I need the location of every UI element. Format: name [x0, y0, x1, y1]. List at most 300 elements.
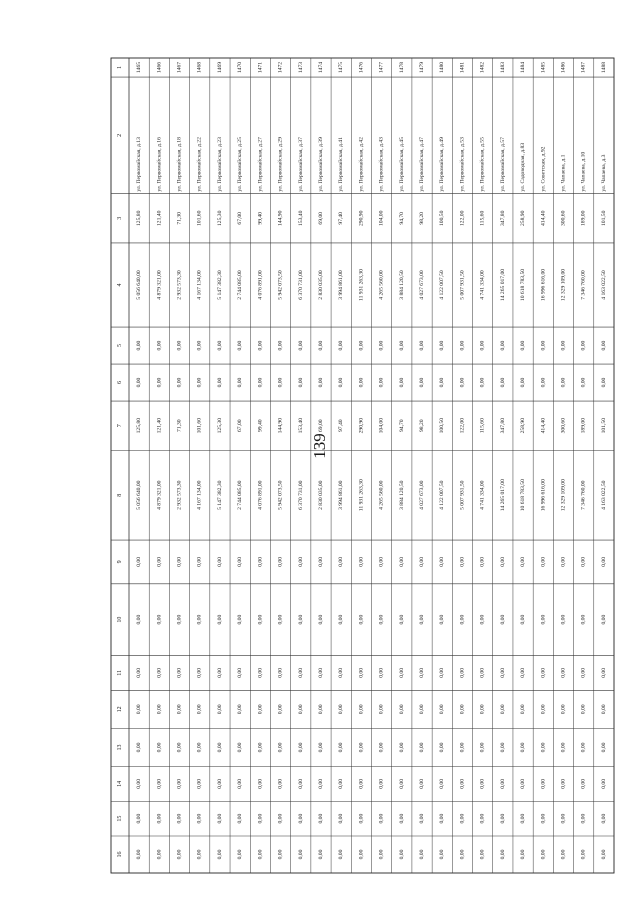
table-cell-index: 1476 [358, 61, 365, 74]
table-cell-address: ул. Советская, д.92 [540, 146, 547, 192]
table-cell: 0,00 [338, 614, 345, 625]
table-cell: 0,00 [196, 377, 203, 388]
table-cell-index: 1483 [499, 61, 506, 74]
table-cell: 0,00 [297, 778, 304, 789]
table-cell: 0,00 [358, 704, 365, 715]
table-cell-address: ул. Первомайская, д.16 [156, 137, 163, 192]
table-cell: 0,00 [459, 849, 466, 860]
column-header: 13 [117, 744, 123, 751]
table-cell: 0,00 [540, 340, 547, 351]
table-cell: 4 265 560,00 [378, 480, 385, 510]
table-cell: 0,00 [317, 813, 324, 824]
table-cell-index: 1469 [216, 61, 223, 74]
table-cell: 0,00 [277, 614, 284, 625]
table-cell: 0,00 [600, 340, 607, 351]
table-cell: 0,00 [338, 667, 345, 678]
table-cell: 94,70 [398, 212, 405, 225]
table-cell: 5 942 073,50 [277, 480, 284, 510]
table-cell: 0,00 [479, 557, 486, 567]
table-cell: 3 884 120,50 [398, 480, 405, 510]
table-cell: 0,00 [257, 742, 264, 753]
table-cell: 0,00 [297, 340, 304, 351]
table-cell: 0,00 [459, 614, 466, 625]
table-cell: 0,00 [419, 813, 426, 824]
table-cell: 0,00 [196, 849, 203, 860]
table-cell: 121,40 [156, 418, 163, 434]
table-cell: 0,00 [338, 742, 345, 753]
table-cell: 0,00 [196, 742, 203, 753]
table-cell: 0,00 [540, 557, 547, 567]
table-cell: 0,00 [176, 667, 183, 678]
table-cell: 0,00 [317, 849, 324, 860]
table-cell: 258,90 [520, 418, 527, 434]
table-cell-index: 1488 [600, 61, 607, 74]
table-cell-index: 1465 [136, 61, 143, 74]
table-cell: 0,00 [540, 614, 547, 625]
table-cell: 121,40 [156, 210, 163, 227]
table-cell: 0,00 [600, 667, 607, 678]
column-header: 1 [117, 66, 123, 70]
table-cell: 0,00 [358, 778, 365, 789]
table-cell: 0,00 [378, 340, 385, 351]
table-cell: 0,00 [459, 778, 466, 789]
table-cell: 0,00 [196, 704, 203, 715]
table-cell-address: ул. Чапаева, д.3 [600, 154, 607, 192]
table-cell: 0,00 [317, 742, 324, 753]
table-cell: 0,00 [479, 704, 486, 715]
table-cell: 0,00 [398, 340, 405, 351]
table-cell: 0,00 [257, 778, 264, 789]
table-cell: 6 370 731,00 [297, 480, 304, 510]
table-cell: 0,00 [398, 614, 405, 625]
table-cell: 101,50 [600, 418, 607, 434]
table-cell: 0,00 [156, 557, 163, 567]
table-cell: 0,00 [479, 340, 486, 351]
table-cell: 0,00 [479, 377, 486, 388]
table-cell: 0,00 [317, 340, 324, 351]
table-cell: 115,60 [479, 418, 486, 434]
table-cell: 71,30 [176, 212, 183, 225]
table-cell: 2 830 035,00 [317, 480, 324, 510]
table-cell: 0,00 [540, 704, 547, 715]
table-cell: 11 931 263,30 [358, 269, 365, 301]
column-header: 16 [117, 851, 123, 858]
table-cell: 125,30 [216, 210, 223, 227]
table-cell-address: ул. Первомайская, д.57 [499, 137, 506, 192]
table-cell: 0,00 [317, 557, 324, 567]
table-cell: 0,00 [459, 667, 466, 678]
table-cell: 300,60 [560, 418, 567, 434]
table-cell: 0,00 [560, 742, 567, 753]
table-cell-index: 1472 [277, 61, 284, 74]
table-cell: 0,00 [580, 778, 587, 789]
table-cell: 0,00 [237, 667, 244, 678]
table-cell: 0,00 [600, 704, 607, 715]
table-cell: 0,00 [499, 849, 506, 860]
table-cell: 0,00 [257, 704, 264, 715]
table-cell: 0,00 [317, 704, 324, 715]
table-cell: 0,00 [560, 377, 567, 388]
table-cell: 4 879 321,00 [156, 480, 163, 510]
table-cell: 0,00 [459, 557, 466, 567]
page-number: 139 [310, 433, 329, 459]
table-cell: 4 741 334,00 [479, 270, 486, 300]
table-cell: 0,00 [277, 377, 284, 388]
table-cell-index: 1475 [338, 61, 345, 74]
table-cell: 414,40 [540, 418, 547, 434]
table-cell: 0,00 [600, 614, 607, 625]
table-cell: 0,00 [459, 742, 466, 753]
table-cell: 104,00 [378, 418, 385, 434]
table-cell: 0,00 [257, 614, 264, 625]
table-cell: 100,50 [439, 210, 446, 227]
table-cell: 0,00 [419, 778, 426, 789]
table-cell: 0,00 [176, 778, 183, 789]
table-cell: 0,00 [358, 849, 365, 860]
table-cell: 98,20 [419, 212, 426, 225]
table-cell: 0,00 [156, 742, 163, 753]
table-cell: 101,60 [196, 210, 203, 227]
table-cell-address: ул. Первомайская, д.42 [358, 137, 365, 192]
table-cell: 0,00 [560, 614, 567, 625]
table-cell: 16 996 616,00 [540, 268, 547, 302]
table-cell: 0,00 [459, 377, 466, 388]
table-cell: 0,00 [439, 778, 446, 789]
table-cell: 0,00 [257, 557, 264, 567]
table-cell: 5 056 640,00 [136, 480, 143, 510]
column-header: 10 [117, 616, 123, 623]
table-cell-address: ул. Первомайская, д.55 [479, 137, 486, 192]
table-cell: 4 122 007,50 [439, 270, 446, 300]
table-cell: 0,00 [277, 340, 284, 351]
table-cell: 0,00 [216, 849, 223, 860]
table-cell: 0,00 [136, 778, 143, 789]
table-cell: 2 932 573,30 [176, 270, 183, 300]
table-cell: 97,40 [338, 212, 345, 225]
table-cell: 0,00 [499, 614, 506, 625]
table-cell: 3 994 861,00 [338, 270, 345, 300]
table-cell: 0,00 [580, 667, 587, 678]
table-cell-address: ул. Чапаева, д.1 [560, 154, 567, 192]
table-cell: 0,00 [560, 704, 567, 715]
table-cell-index: 1486 [560, 61, 567, 74]
table-cell: 0,00 [136, 340, 143, 351]
table-cell: 0,00 [136, 614, 143, 625]
table-cell: 0,00 [216, 614, 223, 625]
table-cell: 0,00 [499, 778, 506, 789]
table-cell: 0,00 [560, 778, 567, 789]
table-cell: 0,00 [338, 704, 345, 715]
table-cell: 6 370 731,00 [297, 270, 304, 300]
table-cell-address: ул. Первомайская, д.37 [297, 137, 304, 192]
table-cell: 0,00 [560, 813, 567, 824]
table-cell: 99,40 [257, 419, 264, 432]
table-cell: 347,80 [499, 210, 506, 227]
table-cell: 0,00 [600, 778, 607, 789]
table-cell-address: ул. Первомайская, д.39 [317, 137, 324, 192]
table-cell-index: 1484 [520, 61, 527, 74]
table-cell: 67,00 [237, 212, 244, 225]
table-cell: 0,00 [317, 778, 324, 789]
table-cell: 0,00 [156, 377, 163, 388]
table-cell: 0,00 [196, 340, 203, 351]
table-cell: 94,70 [398, 419, 405, 432]
table-cell: 4 122 007,50 [439, 480, 446, 510]
table-cell: 144,90 [277, 210, 284, 227]
table-cell: 0,00 [216, 377, 223, 388]
table-cell: 0,00 [520, 849, 527, 860]
table-cell: 0,00 [520, 778, 527, 789]
table-cell: 0,00 [398, 377, 405, 388]
table-cell: 0,00 [237, 340, 244, 351]
table-cell-index: 1478 [398, 61, 405, 74]
table-cell: 2 932 573,30 [176, 480, 183, 510]
table-cell-index: 1471 [257, 61, 264, 74]
table-cell: 0,00 [136, 557, 143, 567]
column-header: 14 [117, 780, 123, 787]
table-cell: 0,00 [237, 614, 244, 625]
table-cell: 4 265 560,00 [378, 270, 385, 300]
table-cell: 0,00 [156, 614, 163, 625]
table-cell: 0,00 [398, 667, 405, 678]
table-cell: 2 744 085,00 [237, 480, 244, 510]
table-cell-index: 1481 [459, 61, 466, 74]
table-cell: 0,00 [378, 778, 385, 789]
table-cell: 0,00 [398, 778, 405, 789]
table-cell: 0,00 [136, 704, 143, 715]
table-cell: 10 618 783,50 [520, 479, 527, 512]
table-cell: 0,00 [317, 377, 324, 388]
table-cell: 0,00 [156, 778, 163, 789]
table-cell: 0,00 [176, 742, 183, 753]
table-cell: 0,00 [560, 667, 567, 678]
table-cell: 0,00 [479, 849, 486, 860]
table-cell: 69,00 [317, 212, 324, 225]
table-cell: 0,00 [459, 813, 466, 824]
table-cell: 0,00 [499, 667, 506, 678]
table-cell: 5 147 382,30 [216, 480, 223, 510]
table-cell: 0,00 [338, 778, 345, 789]
table-cell: 0,00 [520, 614, 527, 625]
table-cell: 0,00 [398, 557, 405, 567]
table-cell: 0,00 [136, 742, 143, 753]
column-header: 4 [117, 283, 123, 287]
table-cell: 0,00 [257, 377, 264, 388]
table-cell-index: 1485 [540, 61, 547, 74]
table-cell: 0,00 [439, 704, 446, 715]
table-cell: 5 147 382,30 [216, 270, 223, 300]
table-cell: 4 027 673,00 [419, 480, 426, 510]
table-cell: 0,00 [479, 742, 486, 753]
table-cell: 101,60 [196, 418, 203, 434]
table-cell: 0,00 [398, 813, 405, 824]
table-cell: 5 007 931,50 [459, 480, 466, 510]
table-cell: 0,00 [297, 614, 304, 625]
table-cell: 4 076 891,00 [257, 480, 264, 510]
table-cell: 14 265 017,00 [499, 479, 506, 512]
table-cell: 0,00 [499, 557, 506, 567]
column-header: 15 [117, 815, 123, 822]
table-cell: 98,20 [419, 419, 426, 432]
table-cell: 4 076 891,00 [257, 270, 264, 300]
table-cell: 0,00 [216, 742, 223, 753]
table-cell: 104,00 [378, 210, 385, 227]
table-cell: 0,00 [257, 813, 264, 824]
table-cell: 0,00 [216, 778, 223, 789]
table-cell: 0,00 [398, 849, 405, 860]
table-cell: 0,00 [520, 813, 527, 824]
table-cell: 0,00 [378, 813, 385, 824]
table-cell: 0,00 [237, 704, 244, 715]
table-cell-index: 1466 [156, 61, 163, 74]
table-cell: 0,00 [257, 849, 264, 860]
table-cell: 0,00 [560, 557, 567, 567]
table-cell: 0,00 [419, 377, 426, 388]
table-cell: 4 879 321,00 [156, 270, 163, 300]
table-cell: 0,00 [297, 667, 304, 678]
table-cell: 0,00 [600, 557, 607, 567]
table-cell: 0,00 [338, 557, 345, 567]
table-cell: 0,00 [338, 340, 345, 351]
table-cell-address: ул. Первомайская, д.22 [196, 137, 203, 192]
table-cell-address: ул. Первомайская, д.23 [216, 137, 223, 192]
table-cell: 0,00 [237, 377, 244, 388]
table-cell: 0,00 [378, 704, 385, 715]
table-cell: 0,00 [378, 614, 385, 625]
table-cell: 0,00 [540, 813, 547, 824]
table-cell: 0,00 [419, 667, 426, 678]
table-cell-address: ул. Первомайская, д.53 [459, 137, 466, 192]
table-cell: 0,00 [419, 742, 426, 753]
table-cell-index: 1480 [439, 61, 446, 74]
table-cell: 5 056 640,00 [136, 270, 143, 300]
table-cell: 347,80 [499, 418, 506, 434]
table-cell: 0,00 [338, 849, 345, 860]
table-cell: 0,00 [257, 340, 264, 351]
table-cell: 16 996 616,00 [540, 479, 547, 512]
table-cell: 0,00 [297, 557, 304, 567]
table-cell: 0,00 [580, 377, 587, 388]
table-cell: 0,00 [176, 813, 183, 824]
table-cell: 0,00 [479, 778, 486, 789]
table-cell: 67,00 [237, 419, 244, 432]
table-cell: 0,00 [237, 742, 244, 753]
table-cell-address: ул. Первомайская, д.18 [176, 137, 183, 192]
table-cell-address: ул. Первомайская, д.49 [439, 137, 446, 192]
table-cell-address: ул. Первомайская, д.29 [277, 137, 284, 192]
table-cell-index: 1470 [237, 61, 244, 74]
table-cell: 0,00 [520, 704, 527, 715]
table-cell: 71,30 [176, 419, 183, 432]
table-cell: 0,00 [580, 742, 587, 753]
table-cell: 0,00 [580, 813, 587, 824]
table-cell-index: 1474 [317, 61, 324, 74]
column-header: 9 [117, 560, 123, 564]
table-cell: 0,00 [499, 377, 506, 388]
table-cell-index: 1482 [479, 61, 486, 74]
table-cell: 0,00 [277, 557, 284, 567]
table-cell: 0,00 [439, 849, 446, 860]
table-cell: 189,00 [580, 210, 587, 227]
table-cell: 0,00 [156, 667, 163, 678]
table-cell: 69,00 [317, 419, 324, 432]
column-header: 7 [117, 424, 123, 428]
table-cell: 125,30 [216, 418, 223, 434]
table-cell: 0,00 [378, 849, 385, 860]
table-cell: 0,00 [540, 778, 547, 789]
table-cell: 0,00 [297, 704, 304, 715]
table-cell: 0,00 [136, 377, 143, 388]
table-cell: 0,00 [196, 557, 203, 567]
column-header: 6 [117, 381, 123, 385]
table-cell: 0,00 [439, 813, 446, 824]
table-cell: 0,00 [540, 377, 547, 388]
table-cell: 0,00 [358, 813, 365, 824]
table-cell: 0,00 [176, 377, 183, 388]
table-cell: 0,00 [479, 614, 486, 625]
table-cell: 0,00 [196, 813, 203, 824]
table-cell: 0,00 [338, 377, 345, 388]
table-cell: 290,90 [358, 210, 365, 227]
table-cell: 0,00 [419, 614, 426, 625]
column-header: 2 [117, 133, 123, 137]
table-cell: 5 942 073,50 [277, 270, 284, 300]
table-cell: 0,00 [499, 704, 506, 715]
table-cell-address: ул. Садоводная, д.83 [520, 142, 527, 192]
table-cell: 0,00 [317, 667, 324, 678]
table-cell: 258,90 [520, 210, 527, 227]
table-cell: 153,40 [297, 210, 304, 227]
column-header: 11 [117, 670, 123, 676]
table-cell: 0,00 [196, 778, 203, 789]
table-cell: 0,00 [378, 377, 385, 388]
table-cell: 0,00 [237, 849, 244, 860]
table-cell: 0,00 [580, 849, 587, 860]
table-cell: 0,00 [378, 557, 385, 567]
table-cell-index: 1468 [196, 61, 203, 74]
table-cell: 0,00 [580, 557, 587, 567]
table-cell: 0,00 [358, 377, 365, 388]
table-cell-address: ул. Первомайская, д.13 [136, 137, 143, 192]
table-cell: 0,00 [419, 557, 426, 567]
table-cell: 0,00 [378, 667, 385, 678]
table-cell: 0,00 [378, 742, 385, 753]
table-cell: 144,90 [277, 418, 284, 434]
table-cell: 5 007 931,50 [459, 270, 466, 300]
table-cell: 0,00 [439, 340, 446, 351]
table-cell: 4 027 673,00 [419, 270, 426, 300]
table-cell: 0,00 [156, 340, 163, 351]
column-header: 5 [117, 344, 123, 348]
table-cell: 0,00 [297, 849, 304, 860]
table-cell: 0,00 [560, 849, 567, 860]
table-cell: 0,00 [439, 377, 446, 388]
table-cell: 0,00 [358, 557, 365, 567]
table-cell: 0,00 [459, 340, 466, 351]
table-cell: 125,80 [136, 418, 143, 434]
table-cell-index: 1477 [378, 61, 385, 74]
table-cell: 0,00 [136, 813, 143, 824]
table-cell: 0,00 [358, 614, 365, 625]
table-cell: 4 167 134,00 [196, 480, 203, 510]
table-cell: 0,00 [499, 813, 506, 824]
table-cell: 0,00 [419, 340, 426, 351]
table-cell: 0,00 [600, 742, 607, 753]
table-cell: 300,60 [560, 210, 567, 227]
table-cell: 3 884 120,50 [398, 270, 405, 300]
table-cell: 7 346 760,00 [580, 270, 587, 300]
table-cell: 0,00 [520, 667, 527, 678]
